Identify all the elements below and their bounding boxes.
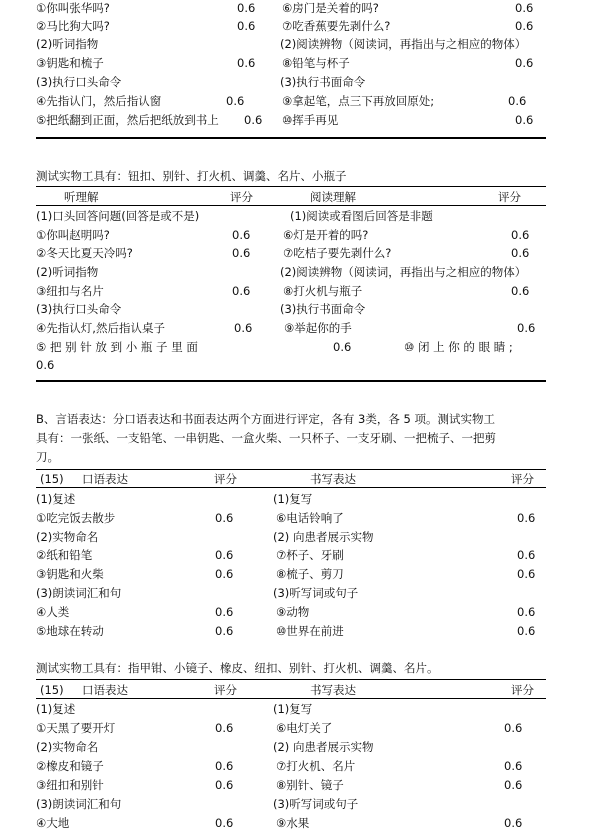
s3-left-5: (3)朗读词汇和句: [36, 586, 122, 600]
s4-ls-4: 0.6: [215, 778, 234, 792]
s4-rs-4: 0.6: [504, 778, 523, 792]
s4-right-2: (2) 向患者展示实物: [273, 740, 374, 754]
s4-left-5: (3)朗读词汇和句: [36, 797, 122, 811]
s4-left-1: ①天黑了要开灯: [36, 721, 116, 735]
table-rule: [36, 487, 546, 488]
s4-right-6: ⑨水果: [276, 816, 310, 830]
s3-ls-4: 0.6: [215, 567, 234, 581]
s4-left-4: ③纽扣和别针: [36, 778, 104, 792]
s1-ls-0: 0.6: [237, 1, 256, 15]
s1-left-3: ③钥匙和梳子: [36, 56, 104, 70]
table-rule: [36, 698, 546, 699]
divider: [36, 380, 546, 382]
s4-rs-6: 0.6: [504, 816, 523, 830]
s4-right-1: ⑥电灯关了: [276, 721, 333, 735]
s3-ls-3: 0.6: [215, 548, 234, 562]
s4-ls-6: 0.6: [215, 816, 234, 830]
s1-right-6: ⑩挥手再见: [282, 113, 339, 127]
s1-ls-6: 0.6: [244, 113, 263, 127]
s2-right-5: (3)执行书面命令: [280, 302, 366, 316]
s3-ls-7: 0.6: [215, 624, 234, 638]
s4-left-2: (2)实物命名: [36, 740, 99, 754]
s3-h-right: 书写表达: [310, 472, 356, 486]
s1-left-6: ⑤把纸翻到正面，然后把纸放到书上: [36, 113, 219, 127]
s3-right-7: ⑩世界在前进: [276, 624, 344, 638]
s3-right-4: ⑧梳子、剪刀: [276, 567, 344, 581]
s3-rs-7: 0.6: [517, 624, 536, 638]
s1-left-0: ①你叫张华吗?: [36, 1, 110, 15]
s2-intro: 测试实物工具有：钮扣、别针、打火机、调羹、名片、小瓶子: [36, 169, 347, 183]
s3-rs-3: 0.6: [517, 548, 536, 562]
s3-left-2: (2)实物命名: [36, 530, 99, 544]
s2-left-7: ⑤ 把 别 针 放 到 小 瓶 子 里 面: [36, 340, 198, 354]
table-rule: [36, 469, 546, 470]
s4-right-4: ⑧别针、镜子: [276, 778, 344, 792]
s1-rs-3: 0.6: [515, 56, 534, 70]
s3-left-7: ⑤地球在转动: [36, 624, 104, 638]
s3-h-rs: 评分: [511, 472, 534, 486]
s4-left-6: ④大地: [36, 816, 70, 830]
s2-wrap-7: 0.6: [36, 358, 55, 372]
s2-right-2: ⑦吃桔子要先剥什么?: [283, 246, 392, 260]
s1-right-2: (2)阅读辨物（阅读词，再指出与之相应的物体）: [280, 37, 527, 51]
s1-left-2: (2)听词指物: [36, 37, 99, 51]
s1-left-5: ④先指认门，然后指认窗: [36, 94, 162, 108]
s2-rs-1: 0.6: [511, 228, 530, 242]
s2-left-0: (1)口头回答问题(回答是或不是): [36, 209, 200, 223]
s4-h-rs: 评分: [511, 683, 534, 697]
s2-right-6: ⑨举起你的手: [284, 321, 352, 335]
s2-ls-7: 0.6: [333, 340, 352, 354]
s2-right-1: ⑥灯是开着的吗?: [283, 228, 369, 242]
s4-left-3: ②橡皮和镜子: [36, 759, 104, 773]
s2-right-3: (2)阅读辨物（阅读词，再指出与之相应的物体）: [280, 265, 527, 279]
s3-h-ls: 评分: [214, 472, 237, 486]
s4-h-left: 口语表达: [82, 683, 128, 697]
table-rule: [36, 186, 546, 187]
s3-right-6: ⑨动物: [276, 605, 310, 619]
s2-left-1: ①你叫赵明吗?: [36, 228, 110, 242]
s4-h-right: 书写表达: [310, 683, 356, 697]
s3-rs-6: 0.6: [517, 605, 536, 619]
s3-right-2: (2) 向患者展示实物: [273, 530, 374, 544]
s4-right-5: (3)听写词或句子: [273, 797, 359, 811]
s3-intro-3: 刀。: [36, 450, 59, 464]
s3-right-0: (1)复写: [273, 492, 313, 506]
s1-right-4: (3)执行书面命令: [280, 75, 366, 89]
s4-h-num: (15): [40, 683, 64, 697]
s3-left-3: ②纸和铅笔: [36, 548, 93, 562]
s3-right-3: ⑦杯子、牙刷: [276, 548, 344, 562]
table-rule: [36, 679, 546, 680]
s4-rs-3: 0.6: [504, 759, 523, 773]
s1-ls-5: 0.6: [226, 94, 245, 108]
s2-left-5: (3)执行口头命令: [36, 302, 122, 316]
s2-ls-6: 0.6: [234, 321, 253, 335]
s3-left-0: (1)复述: [36, 492, 76, 506]
s4-rs-1: 0.6: [504, 721, 523, 735]
s1-rs-0: 0.6: [515, 1, 534, 15]
s3-rs-4: 0.6: [517, 567, 536, 581]
s3-rs-1: 0.6: [517, 511, 536, 525]
s2-left-3: (2)听词指物: [36, 265, 99, 279]
s2-h-rs: 评分: [498, 190, 521, 204]
s1-ls-3: 0.6: [237, 56, 256, 70]
s2-ls-1: 0.6: [232, 228, 251, 242]
s1-right-5: ⑨拿起笔，点三下再放回原处;: [282, 94, 435, 108]
s3-left-6: ④人类: [36, 605, 70, 619]
s2-ls-4: 0.6: [232, 284, 251, 298]
s4-h-ls: 评分: [214, 683, 237, 697]
divider: [36, 137, 546, 139]
s3-right-5: (3)听写词或句子: [273, 586, 359, 600]
s2-right-0: (1)阅读或看图后回答是非题: [290, 209, 433, 223]
table-rule: [36, 205, 546, 206]
s3-h-left: 口语表达: [82, 472, 128, 486]
s2-ls-2: 0.6: [232, 246, 251, 260]
s3-right-1: ⑥电话铃响了: [276, 511, 344, 525]
s2-right-7: ⑩ 闭 上 你 的 眼 睛 ;: [404, 340, 513, 354]
s1-right-0: ⑥房门是关着的吗?: [282, 1, 379, 15]
s2-rs-4: 0.6: [511, 284, 530, 298]
s4-right-0: (1)复写: [273, 702, 313, 716]
s3-ls-1: 0.6: [215, 511, 234, 525]
s3-h-num: (15): [40, 472, 64, 486]
s3-ls-6: 0.6: [215, 605, 234, 619]
s1-rs-5: 0.6: [508, 94, 527, 108]
s2-left-6: ④先指认灯,然后指认桌子: [36, 321, 165, 335]
s2-h-ls: 评分: [230, 190, 253, 204]
s2-right-4: ⑧打火机与瓶子: [283, 284, 363, 298]
s3-left-1: ①吃完饭去散步: [36, 511, 116, 525]
s2-left-2: ②冬天比夏天冷吗?: [36, 246, 133, 260]
s4-ls-1: 0.6: [215, 721, 234, 735]
s1-right-3: ⑧铅笔与杯子: [282, 56, 350, 70]
s2-h-right: 阅读理解: [310, 190, 356, 204]
s1-left-1: ②马比狗大吗?: [36, 19, 110, 33]
s2-rs-6: 0.6: [517, 321, 536, 335]
s4-right-3: ⑦打火机、名片: [276, 759, 356, 773]
s1-left-4: (3)执行口头命令: [36, 75, 122, 89]
s4-ls-3: 0.6: [215, 759, 234, 773]
s3-intro-1: B、言语表达：分口语表达和书面表达两个方面进行评定，各有 3类，各 5 项。测试实物工: [36, 412, 495, 426]
s1-rs-1: 0.6: [515, 19, 534, 33]
s3-intro-2: 具有：一张纸、一支铅笔、一串钥匙、一盒火柴、一只杯子、一支牙刷、一把梳子、一把剪: [36, 431, 496, 445]
s1-rs-6: 0.6: [515, 113, 534, 127]
s2-rs-2: 0.6: [511, 246, 530, 260]
s3-left-4: ③钥匙和火柴: [36, 567, 104, 581]
s4-intro: 测试实物工具有：指甲钳、小镜子、橡皮、纽扣、别针、打火机、调羹、名片。: [36, 661, 439, 675]
s4-left-0: (1)复述: [36, 702, 76, 716]
s1-right-1: ⑦吃香蕉要先剥什么?: [282, 19, 391, 33]
s2-left-4: ③纽扣与名片: [36, 284, 104, 298]
s2-h-left: 听理解: [64, 190, 99, 204]
s1-ls-1: 0.6: [237, 19, 256, 33]
